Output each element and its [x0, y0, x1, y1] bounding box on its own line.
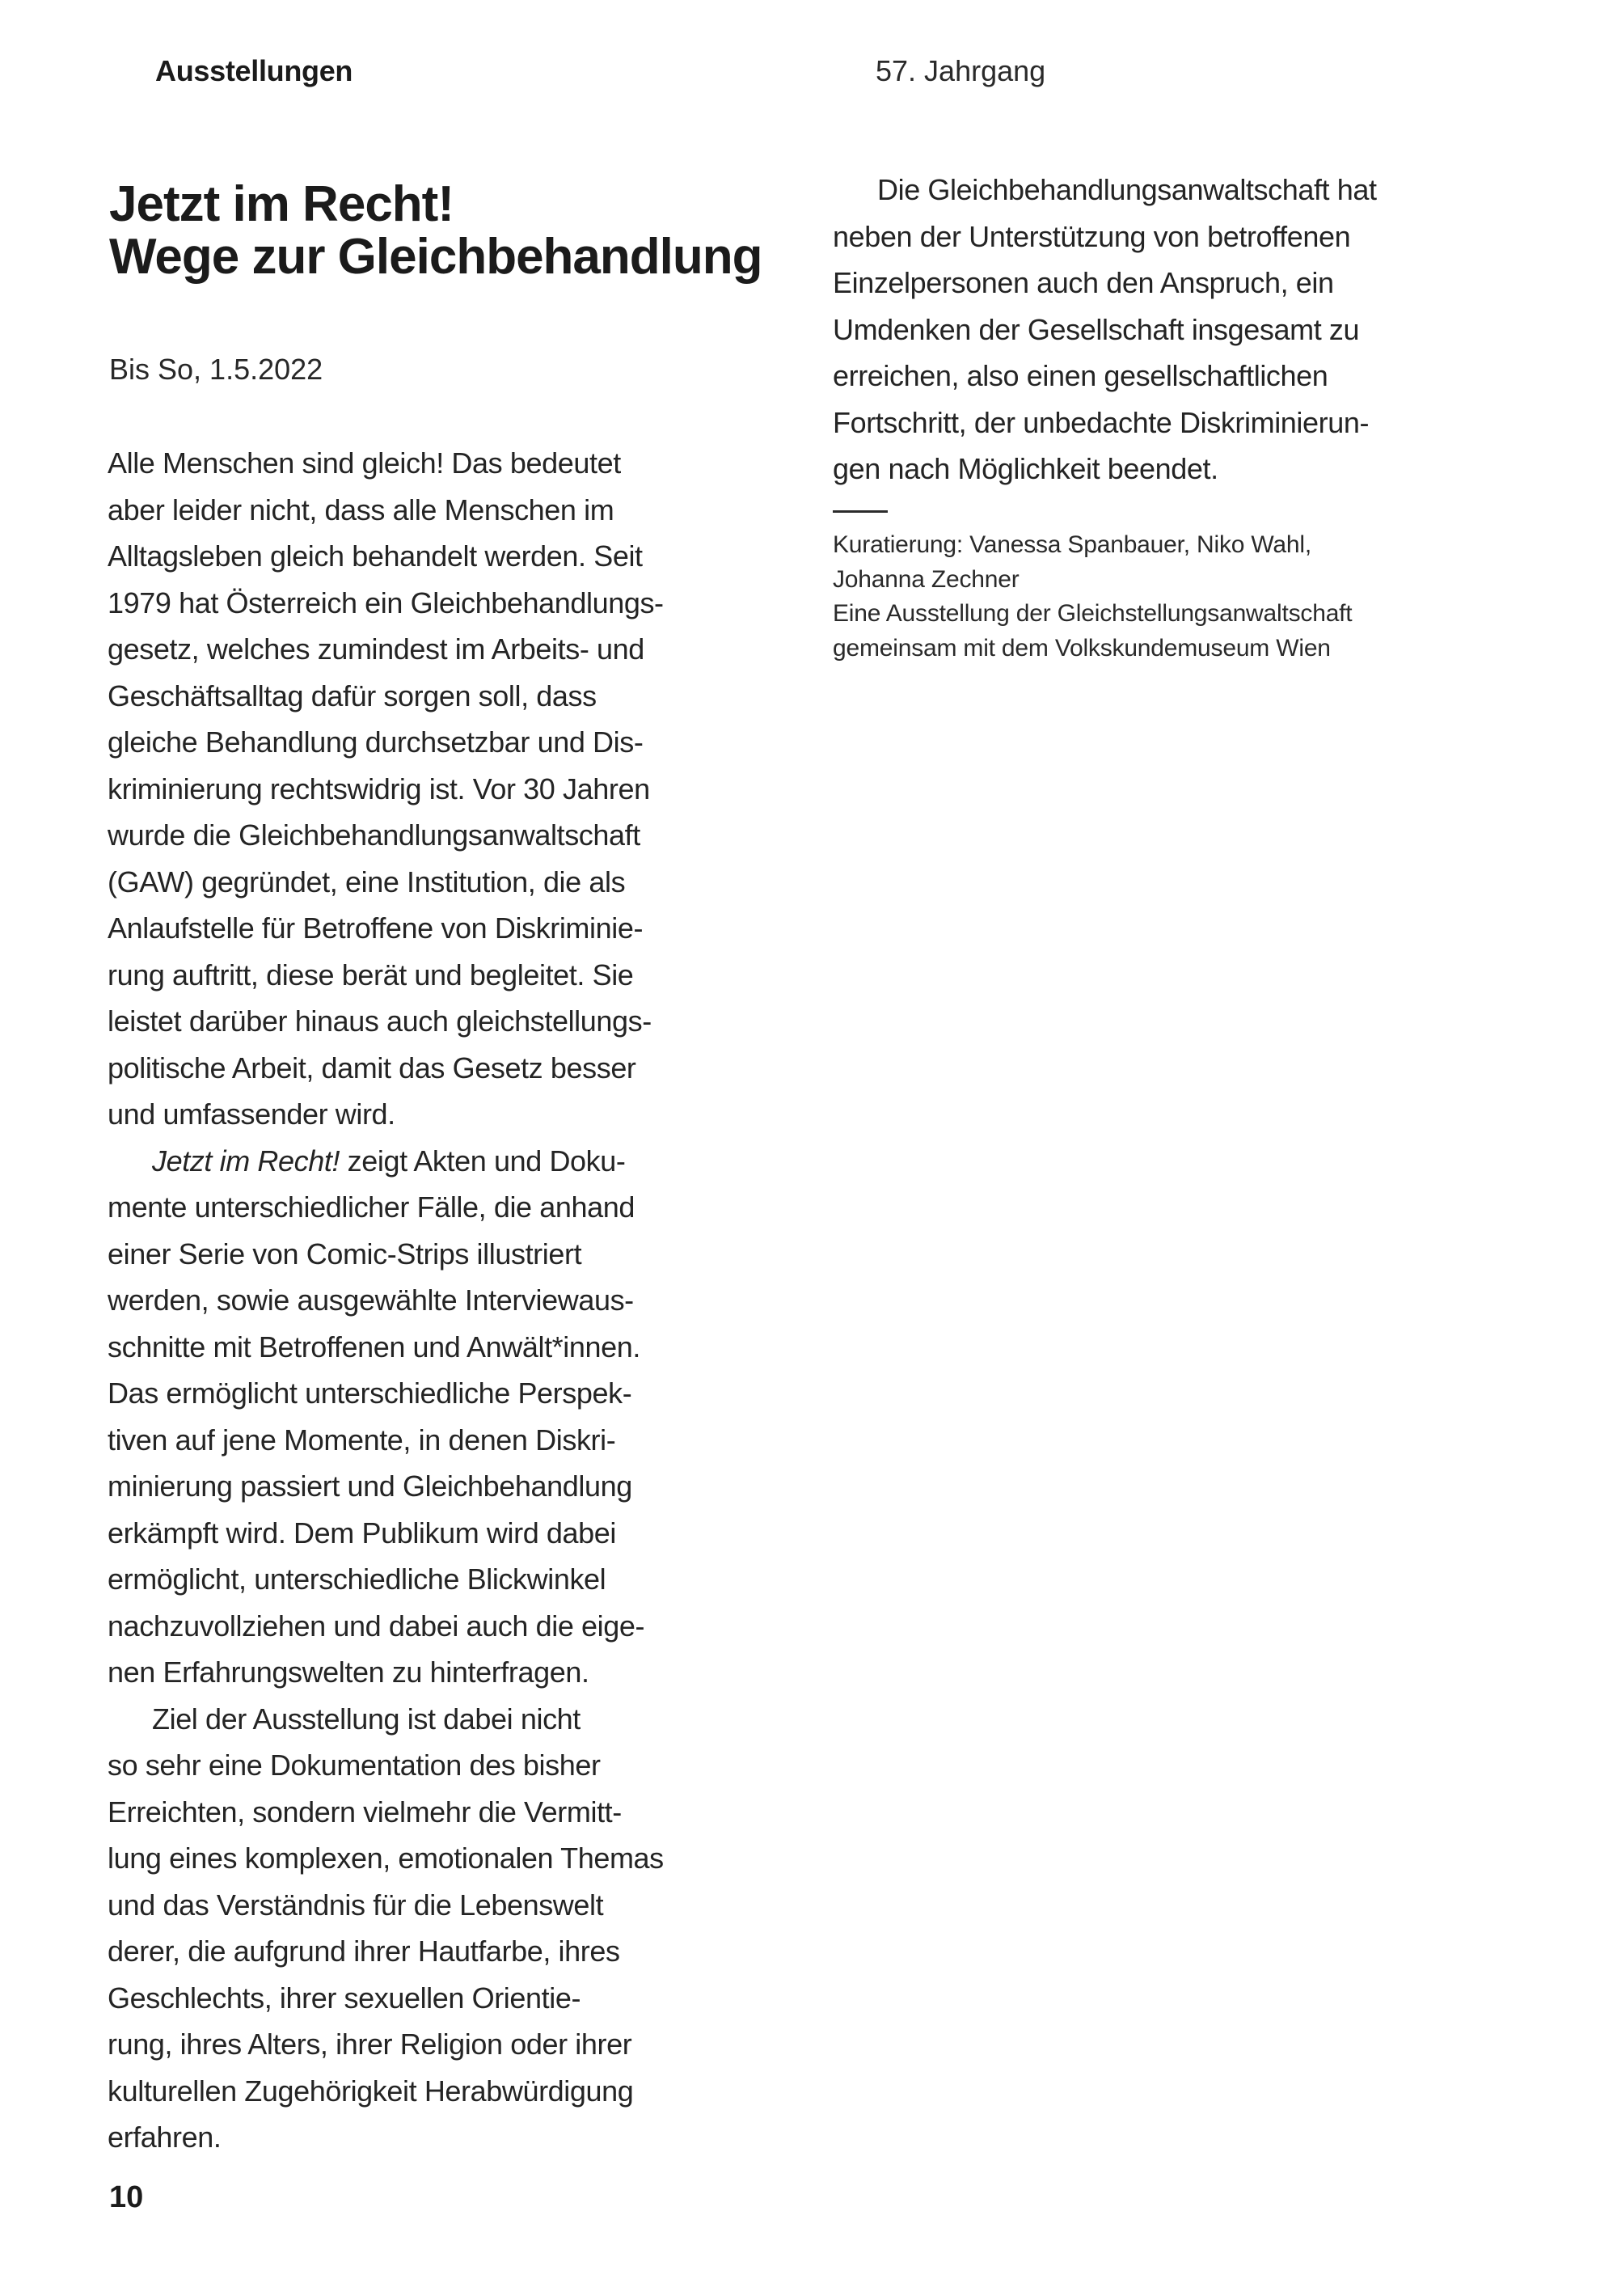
- text-line: gesetz, welches zumindest im Arbeits- und: [108, 632, 644, 666]
- article-title-line-1: Jetzt im Recht!: [109, 176, 454, 232]
- text-line: Ziel der Ausstellung ist dabei nicht: [152, 1702, 581, 1736]
- text-line: tiven auf jene Momente, in denen Diskri-: [108, 1423, 616, 1457]
- text-line: erfahren.: [108, 2121, 222, 2154]
- text-line: kulturellen Zugehörigkeit Herabwürdigung: [108, 2074, 634, 2108]
- text-line: Alltagsleben gleich behandelt werden. Seit: [108, 539, 643, 573]
- italic-text-segment: Jetzt im Recht!: [152, 1144, 340, 1178]
- article-title-line-2: Wege zur Gleichbehandlung: [109, 229, 762, 285]
- text-line: nen Erfahrungswelten zu hinterfragen.: [108, 1655, 589, 1689]
- text-line: gen nach Möglichkeit beendet.: [833, 452, 1218, 485]
- text-line: neben der Unterstützung von betroffenen: [833, 219, 1351, 253]
- text-line: (GAW) gegründet, eine Institution, die als: [108, 865, 626, 899]
- text-line: gleiche Behandlung durchsetzbar und Dis-: [108, 725, 644, 759]
- text-line: schnitte mit Betroffenen und Anwält*innen.: [108, 1330, 640, 1364]
- text-line: Das ermöglicht unterschiedliche Perspek-: [108, 1376, 632, 1410]
- right-text-column: [833, 167, 1377, 493]
- text-line: ermöglicht, unterschiedliche Blickwinkel: [108, 1562, 606, 1596]
- paragraph: [833, 167, 1377, 493]
- text-line: minierung passiert und Gleichbehandlung: [108, 1469, 632, 1503]
- text-line: und das Verständnis für die Lebenswelt: [108, 1888, 604, 1922]
- paragraph: [108, 1696, 664, 2161]
- text-line: mente unterschiedlicher Fälle, die anhand: [108, 1190, 635, 1224]
- text-line: und umfassender wird.: [108, 1097, 395, 1131]
- text-line: Kuratierung: Vanessa Spanbauer, Niko Wahl,: [833, 531, 1311, 558]
- text-line: erreichen, also einen gesellschaftlichen: [833, 359, 1328, 392]
- page-number: 10: [109, 2180, 144, 2214]
- exhibition-date: Bis So, 1.5.2022: [109, 353, 323, 386]
- text-line: Geschlechts, ihrer sexuellen Orientie-: [108, 1981, 581, 2015]
- left-text-column: [108, 440, 664, 2161]
- text-line: so sehr eine Dokumentation des bisher: [108, 1748, 601, 1782]
- section-header: Ausstellungen: [155, 54, 353, 87]
- text-line: einer Serie von Comic-Strips illustriert: [108, 1237, 582, 1271]
- text-line: rung, ihres Alters, ihrer Religion oder ihrer: [108, 2027, 632, 2061]
- text-line: Einzelpersonen auch den Anspruch, ein: [833, 266, 1334, 299]
- text-line: rung auftritt, diese berät und begleitet. Sie: [108, 958, 634, 992]
- text-line: aber leider nicht, dass alle Menschen im: [108, 493, 614, 526]
- text-line: politische Arbeit, damit das Gesetz besser: [108, 1051, 636, 1085]
- text-line: Anlaufstelle für Betroffene von Diskriminie-: [108, 911, 644, 945]
- credits-divider-rule: [833, 510, 888, 513]
- text-line: wurde die Gleichbehandlungsanwaltschaft: [108, 818, 640, 852]
- text-line: lung eines komplexen, emotionalen Themas: [108, 1841, 664, 1875]
- text-line: Die Gleichbehandlungsanwaltschaft hat: [877, 173, 1377, 206]
- text-segment: zeigt Akten und Doku-: [340, 1144, 626, 1178]
- article-title: [109, 178, 762, 283]
- text-line: [108, 1138, 664, 1185]
- text-line: Umdenken der Gesellschaft insgesamt zu: [833, 312, 1360, 346]
- text-line: Alle Menschen sind gleich! Das bedeutet: [108, 446, 621, 480]
- text-line: derer, die aufgrund ihrer Hautfarbe, ihres: [108, 1934, 620, 1968]
- text-line: erkämpft wird. Dem Publikum wird dabei: [108, 1516, 617, 1550]
- credits-block: [833, 528, 1352, 666]
- text-line: Johanna Zechner: [833, 565, 1020, 593]
- text-line: Erreichten, sondern vielmehr die Vermitt-: [108, 1795, 622, 1829]
- text-line: Eine Ausstellung der Gleichstellungsanwaltschaft: [833, 600, 1353, 627]
- paragraph: [108, 1138, 664, 1696]
- paragraph: [108, 440, 664, 1138]
- text-line: nachzuvollziehen und dabei auch die eige-: [108, 1609, 645, 1643]
- volume-header: 57. Jahrgang: [876, 54, 1046, 87]
- text-line: 1979 hat Österreich ein Gleichbehandlungs-: [108, 586, 664, 619]
- text-line: gemeinsam mit dem Volkskundemuseum Wien: [833, 634, 1331, 662]
- text-line: kriminierung rechtswidrig ist. Vor 30 Jahren: [108, 772, 650, 806]
- text-line: Geschäftsalltag dafür sorgen soll, dass: [108, 679, 597, 712]
- text-line: leistet darüber hinaus auch gleichstellungs-: [108, 1004, 652, 1038]
- text-line: Fortschritt, der unbedachte Diskriminierun-: [833, 405, 1370, 439]
- text-line: werden, sowie ausgewählte Interviewaus-: [108, 1283, 634, 1317]
